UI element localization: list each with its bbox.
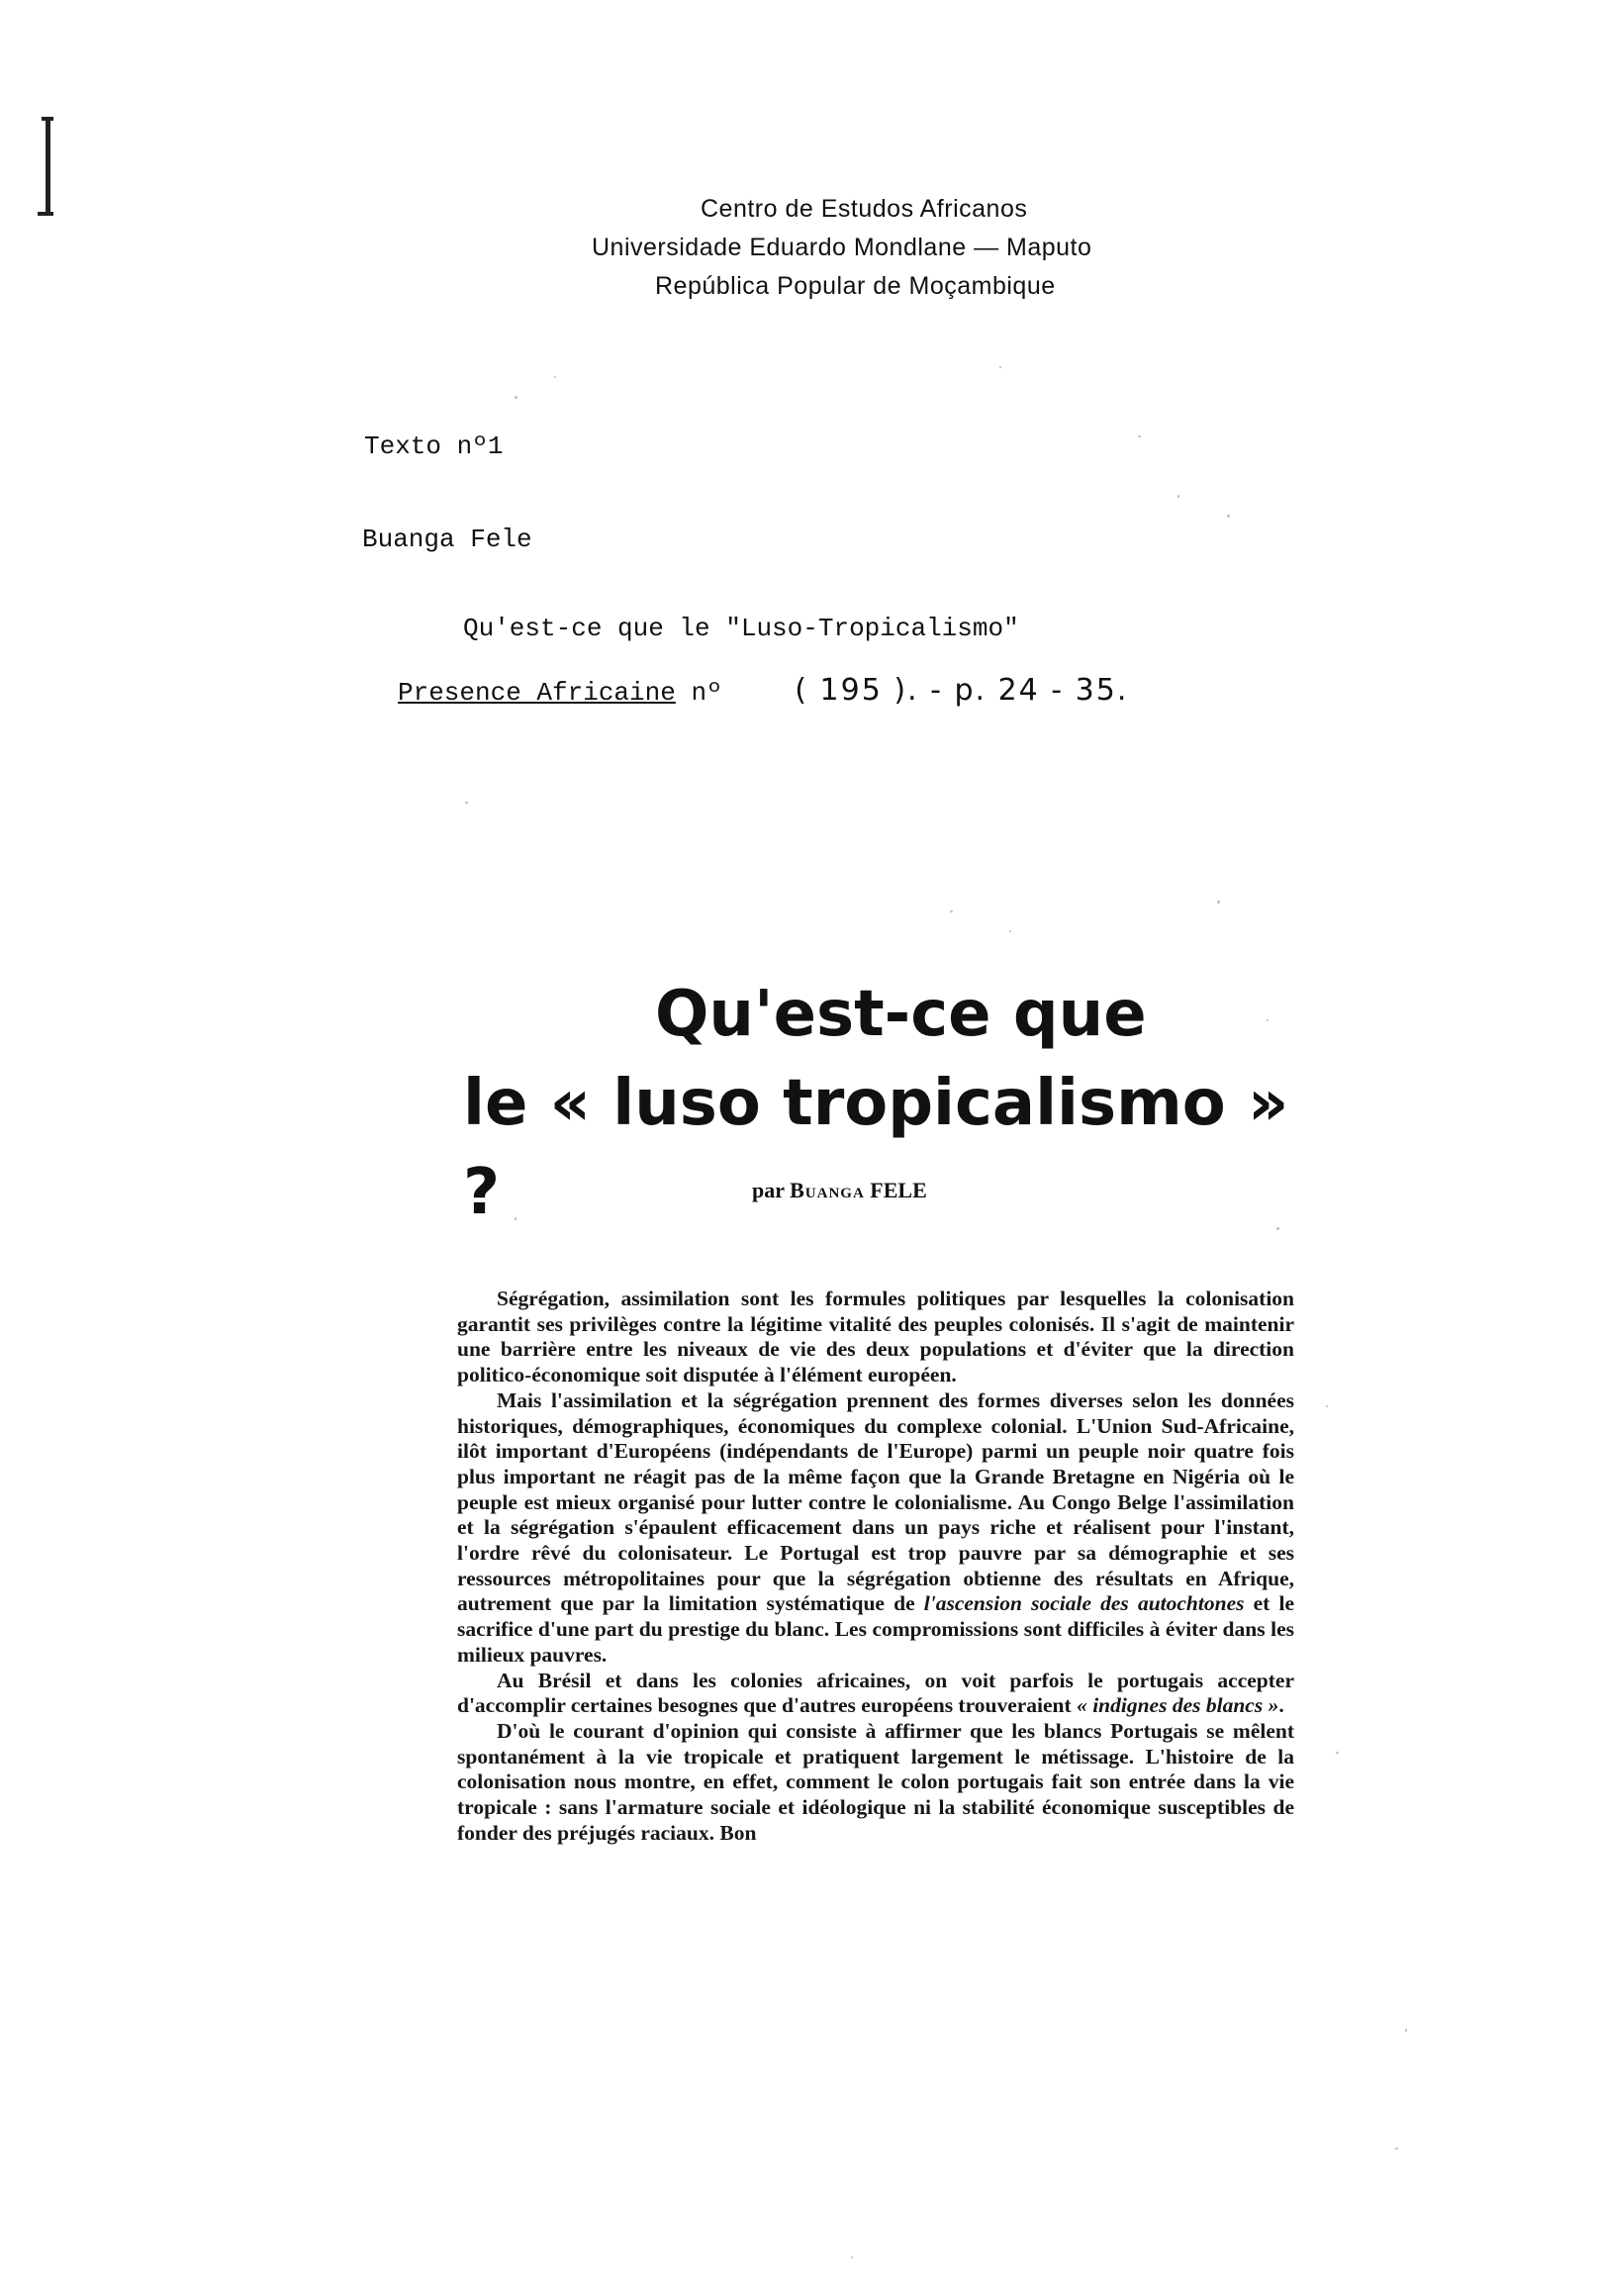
byline-prefix: par xyxy=(752,1178,785,1202)
institution-header xyxy=(554,190,1267,306)
byline-first-name: Buanga xyxy=(790,1178,865,1202)
article-title-line-2: le « luso tropicalismo » ? xyxy=(463,1067,1289,1229)
paragraph-3 xyxy=(457,1669,1294,1719)
article-title-line-1: Qu'est-ce que xyxy=(655,978,1147,1051)
byline-last-name: FELE xyxy=(870,1178,927,1202)
texto-number: Texto nº1 xyxy=(364,431,504,461)
handwritten-issue-pages: ( 195 ). - p. 24 - 35. xyxy=(795,673,1129,708)
paragraph-2 xyxy=(457,1388,1294,1669)
paragraph-1-rest: vitalité des peuples colonisés. Il s'agit de maintenir une barrière entre les niveaux de vie des deux populations et d'éviter que la direction politico-économique soit disputée à l'élément européen. xyxy=(457,1311,1294,1387)
paragraph-3-start: Au Brésil et dans les colonies africaines, on voit parfois le portugais accepter d'accomplir certaines besognes que d'autres européens trouveraient xyxy=(457,1668,1294,1718)
institution-line-1: Centro de Estudos Africanos xyxy=(701,195,1028,223)
paragraph-3-italic: « indignes des blancs » xyxy=(1077,1693,1279,1718)
institution-line-3: República Popular de Moçambique xyxy=(655,272,1056,300)
paragraph-4: D'où le courant d'opinion qui consiste à affirmer que les blancs Portugais se mêlent spontanément à la vie tropicale et pratiquent largement le métissage. L'histoire de la colonisation nous montre, en effet, comment le colon portugais fait son entrée dans la vie tropicale : sans l'armature sociale et idéologique ni la stabilité économique susceptibles de fonder des préjugés raciaux. Bon xyxy=(457,1718,1294,1845)
paragraph-2-italic: l'ascension sociale des autochtones xyxy=(923,1591,1245,1616)
reference-citation xyxy=(398,673,1128,708)
reference-author: Buanga Fele xyxy=(362,525,532,554)
paragraph-2-start: Mais l'assimilation et la ségrégation prennent des formes diverses selon les données historiques, démographiques, économiques du complexe colonial. L'Union Sud-Africaine, ilôt important d'Européens (indépendants de l'Europe) parmi un peuple noir quatre fois plus important ne réagit pas de la même façon que la Grande Bretagne en Nigéria où le peuple est mieux organisé pour lutter contre le colonialisme. Au Congo Belge l'assimilation et la ségrégation s'épaulent efficacement dans un pays riche et réalisent pour l'instant, l'ordre rêvé du colonisateur. Le Portugal est trop pauvre par sa démographie et ses ressources métropolitaines pour que la ségrégation obtienne des résultats en Afrique, autrement que par la limitation systématique de xyxy=(457,1387,1294,1616)
paragraph-2-end: et le sacrifice d'une part du prestige du blanc. Les compromissions sont difficiles à éviter dans les milieux pauvres. xyxy=(457,1591,1295,1667)
reference-title: Qu'est-ce que le "Luso-Tropicalismo" xyxy=(463,614,1019,643)
journal-name: Presence Africaine xyxy=(398,678,676,708)
institution-line-2: Universidade Eduardo Mondlane — Maputo xyxy=(592,234,1092,261)
number-label: nº xyxy=(691,678,722,708)
binding-mark xyxy=(46,117,50,216)
byline xyxy=(752,1178,927,1203)
paragraph-1 xyxy=(457,1287,1294,1388)
paragraph-1-lead: Ségrégation, assimilation sont les formules politiques par lesquelles la colonisation garantit ses privilèges contre la légitime xyxy=(457,1287,1294,1336)
paragraph-3-end: . xyxy=(1278,1693,1284,1718)
article-body xyxy=(457,1287,1294,1846)
